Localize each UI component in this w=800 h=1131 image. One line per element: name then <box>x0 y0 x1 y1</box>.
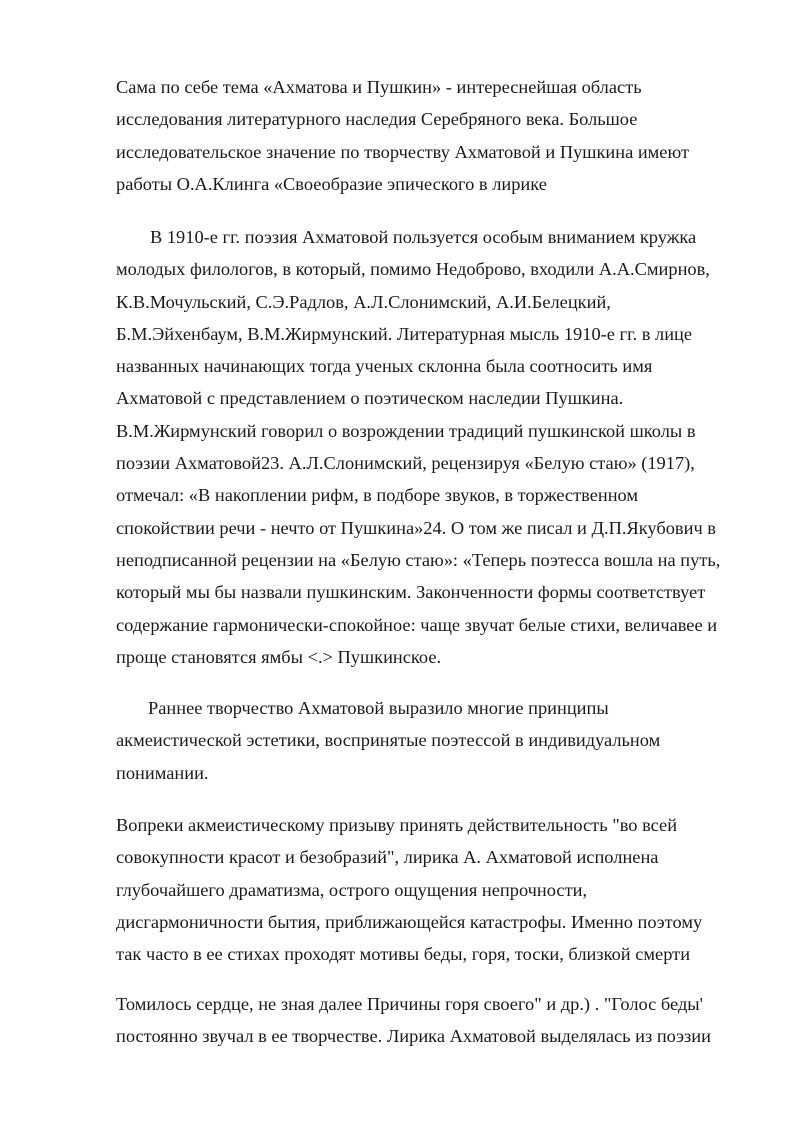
text-line: молодых филологов, в который, помимо Недоброво, входили А.А.Смирнов, <box>116 259 710 280</box>
text-line: Б.М.Эйхенбаум, В.М.Жирмунский. Литературная мысль 1910-е гг. в лице <box>116 323 693 344</box>
text-line: К.В.Мочульский, С.Э.Радлов, А.Л.Слонимский, А.И.Белецкий, <box>116 291 611 312</box>
text-line: понимании. <box>116 762 209 783</box>
text-line: содержание гармонически-спокойное: чаще звучат белые стихи, величавее и <box>116 614 718 635</box>
text-line: глубочайшего драматизма, острого ощущения непрочности, <box>116 879 588 900</box>
text-line: исследования литературного наследия Серебряного века. Большое <box>116 109 638 130</box>
text-line: Раннее творчество Ахматовой выразило многие принципы <box>148 698 609 718</box>
paragraph-5 <box>116 988 746 1053</box>
text-line: акмеистической эстетики, воспринятые поэтессой в индивидуальном <box>116 730 661 751</box>
paragraph-1 <box>116 71 746 200</box>
text-line: Ахматовой с представлением о поэтическом наследии Пушкина. <box>116 388 624 409</box>
text-line: В.М.Жирмунский говорил о возрождении традиций пушкинской школы в <box>116 420 696 441</box>
text-line: дисгармоничности бытия, приближающейся катастрофы. Именно поэтому <box>116 911 703 932</box>
text-line: В 1910-е гг. поэзия Ахматовой пользуется особым вниманием кружка <box>150 227 697 247</box>
text-line: Вопреки акмеистическому призыву принять действительность "во всей <box>116 815 678 835</box>
text-line: неподписанной рецензии на «Белую стаю»: «Теперь поэтесса вошла на путь, <box>116 549 721 570</box>
text-line: работы О.А.Клинга «Своеобразие эпического в лирике <box>116 173 547 194</box>
text-line: поэзии Ахматовой23. А.Л.Слонимский, рецензируя «Белую стаю» (1917), <box>116 453 695 474</box>
text-line: совокупности красот и безобразий", лирика А. Ахматовой исполнена <box>116 847 659 868</box>
paragraph-4 <box>116 809 746 970</box>
text-line: так часто в ее стихах проходят мотивы беды, горя, тоски, близкой смерти <box>116 944 691 965</box>
text-line: названных начинающих тогда ученых склонна была соотносить имя <box>116 356 653 377</box>
text-line: отмечал: «В накоплении рифм, в подборе звуков, в торжественном <box>116 485 639 506</box>
text-line: исследовательское значение по творчеству Ахматовой и Пушкина имеют <box>116 141 690 162</box>
text-line: Сама по себе тема «Ахматова и Пушкин» - интереснейшая область <box>116 77 642 97</box>
paragraph-2 <box>116 221 746 673</box>
text-line: постоянно звучал в ее творчестве. Лирика Ахматовой выделялась из поэзии <box>116 1026 711 1047</box>
text-line: который мы бы назвали пушкинским. Законченности формы соответствует <box>116 582 706 603</box>
text-line: проще становятся ямбы <.> Пушкинское. <box>116 646 442 667</box>
text-line: спокойствии речи - нечто от Пушкина»24. О том же писал и Д.П.Якубович в <box>116 517 716 538</box>
text-line: Томилось сердце, не зная далее Причины горя своего" и др.) . "Голос беды' <box>116 994 703 1014</box>
paragraph-3 <box>116 692 746 789</box>
